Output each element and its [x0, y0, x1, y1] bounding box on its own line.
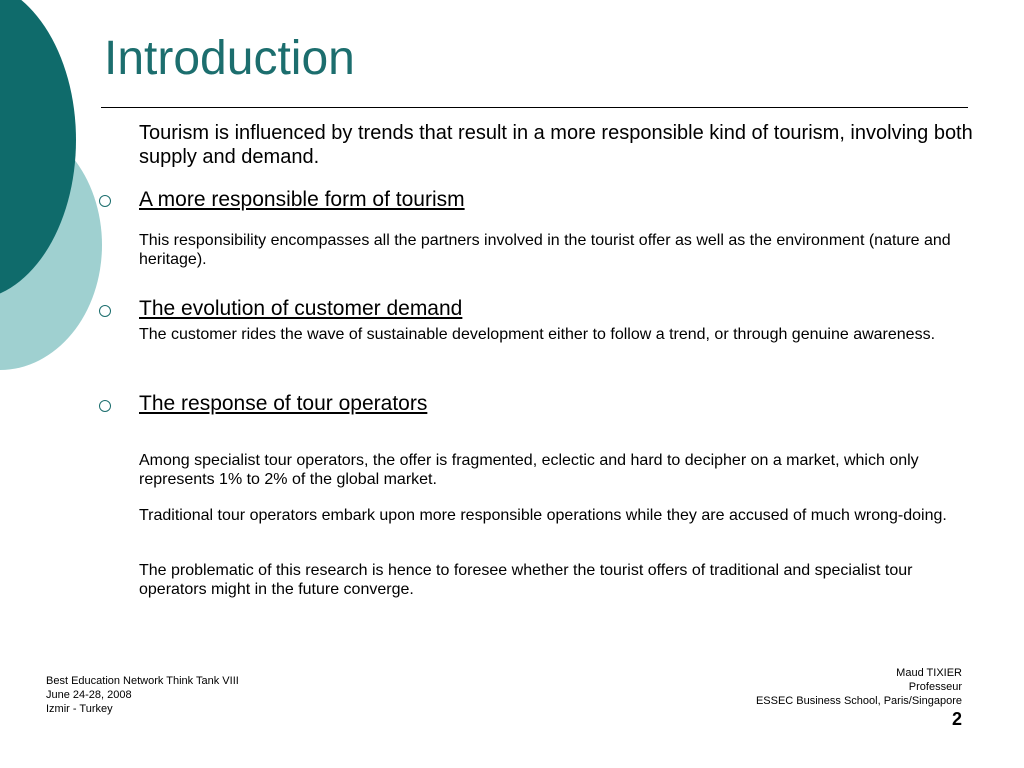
section-paragraph: This responsibility encompasses all the partners involved in the tourist offer as well as the environment (nature and heritage).	[139, 232, 951, 268]
section-paragraph: Among specialist tour operators, the offer is fragmented, eclectic and hard to decipher on a market, which only represents 1% to 2% of the global market.	[139, 452, 919, 488]
section-heading-customer-demand: The evolution of customer demand	[139, 297, 463, 320]
footer-author-role: Professeur	[908, 681, 962, 693]
section-heading-tour-operators: The response of tour operators	[139, 392, 428, 415]
section-heading-responsible-tourism: A more responsible form of tourism	[139, 188, 465, 211]
footer-author-affiliation: ESSEC Business School, Paris/Singapore	[755, 695, 962, 707]
title-divider	[101, 107, 968, 108]
hollow-circle-bullet-icon	[99, 400, 111, 412]
slide-title: Introduction	[104, 32, 355, 85]
hollow-circle-bullet-icon	[99, 195, 111, 207]
hollow-circle-bullet-icon	[99, 305, 111, 317]
section-paragraph: Traditional tour operators embark upon more responsible operations while they are accused of much wrong-doing.	[139, 507, 947, 524]
footer-event-name: Best Education Network Think Tank VIII	[46, 675, 239, 687]
section-paragraph: The customer rides the wave of sustainable development either to follow a trend, or through genuine awareness.	[139, 326, 936, 343]
intro-paragraph: Tourism is influenced by trends that result in a more responsible kind of tourism, involving both supply and demand.	[139, 122, 973, 168]
section-paragraph: The problematic of this research is hence to foresee whether the tourist offers of traditional and specialist tour operators might in the future converge.	[139, 562, 913, 598]
footer-author-name: Maud TIXIER	[896, 667, 962, 679]
footer-event-info	[46, 674, 239, 716]
footer-event-location: Izmir - Turkey	[46, 703, 113, 715]
decorative-circles	[0, 0, 120, 380]
footer-event-dates: June 24-28, 2008	[46, 689, 132, 701]
footer-author-info	[756, 666, 962, 708]
page-number: 2	[951, 709, 962, 729]
